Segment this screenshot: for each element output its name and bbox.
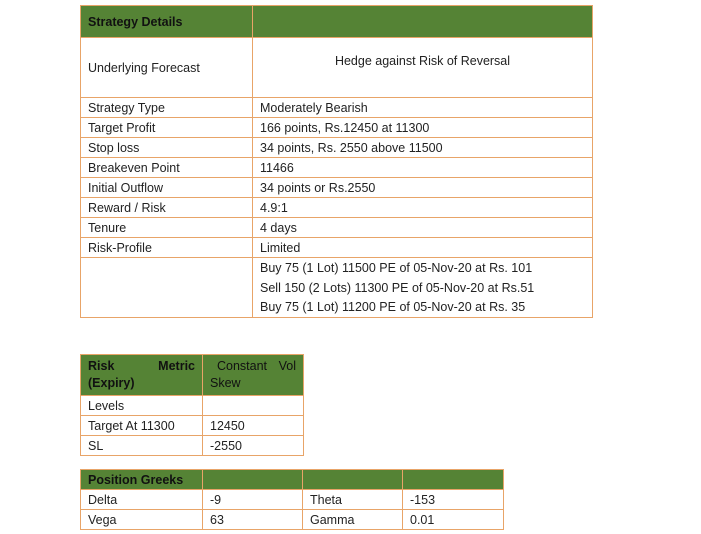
vega-label: Vega (81, 510, 203, 530)
constant-vol-skew-header (203, 355, 304, 396)
strategy-type-label: Strategy Type (81, 98, 253, 118)
risk-metric-header-risk: Risk (88, 359, 115, 373)
sl-value: -2550 (203, 436, 304, 456)
constant-vol-skew-header-constant: Constant (217, 359, 268, 373)
leg-2: Sell 150 (2 Lots) 11300 PE of 05-Nov-20 at Rs.51 (253, 278, 593, 298)
vega-value: 63 (203, 510, 303, 530)
risk-metric-header-expiry: (Expiry) (88, 376, 135, 390)
risk-metric-table (80, 354, 304, 456)
position-greeks-header-blank-1 (203, 470, 303, 490)
theta-label: Theta (303, 490, 403, 510)
underlying-forecast-value: Hedge against Risk of Reversal (253, 38, 593, 98)
risk-profile-value: Limited (253, 238, 593, 258)
sl-label: SL (81, 436, 203, 456)
stop-loss-value: 34 points, Rs. 2550 above 11500 (253, 138, 593, 158)
levels-label: Levels (81, 396, 203, 416)
initial-outflow-label: Initial Outflow (81, 178, 253, 198)
constant-vol-skew-header-vol: Vol (278, 359, 296, 373)
position-greeks-header-blank-3 (403, 470, 504, 490)
underlying-forecast-label: Underlying Forecast (81, 38, 253, 98)
strategy-type-value: Moderately Bearish (253, 98, 593, 118)
gamma-label: Gamma (303, 510, 403, 530)
tenure-value: 4 days (253, 218, 593, 238)
reward-risk-label: Reward / Risk (81, 198, 253, 218)
leg-3: Buy 75 (1 Lot) 11200 PE of 05-Nov-20 at Rs. 35 (253, 298, 593, 318)
target-profit-label: Target Profit (81, 118, 253, 138)
position-greeks-table (80, 469, 504, 530)
leg-1: Buy 75 (1 Lot) 11500 PE of 05-Nov-20 at Rs. 101 (253, 258, 593, 278)
risk-profile-label: Risk-Profile (81, 238, 253, 258)
risk-metric-header (81, 355, 203, 396)
initial-outflow-value: 34 points or Rs.2550 (253, 178, 593, 198)
stop-loss-label: Stop loss (81, 138, 253, 158)
constant-vol-skew-header-skew: Skew (210, 376, 241, 390)
target-at-value: 12450 (203, 416, 304, 436)
gamma-value: 0.01 (403, 510, 504, 530)
breakeven-value: 11466 (253, 158, 593, 178)
tenure-label: Tenure (81, 218, 253, 238)
delta-value: -9 (203, 490, 303, 510)
levels-value-blank (203, 396, 304, 416)
breakeven-label: Breakeven Point (81, 158, 253, 178)
target-profit-value: 166 points, Rs.12450 at 11300 (253, 118, 593, 138)
strategy-details-header-blank (253, 6, 593, 38)
position-greeks-header-blank-2 (303, 470, 403, 490)
reward-risk-value: 4.9:1 (253, 198, 593, 218)
strategy-details-table (80, 5, 593, 318)
position-greeks-header: Position Greeks (81, 470, 203, 490)
risk-metric-header-metric: Metric (158, 359, 195, 373)
legs-label-blank (81, 258, 253, 318)
theta-value: -153 (403, 490, 504, 510)
delta-label: Delta (81, 490, 203, 510)
strategy-details-header: Strategy Details (81, 6, 253, 38)
target-at-label: Target At 11300 (81, 416, 203, 436)
